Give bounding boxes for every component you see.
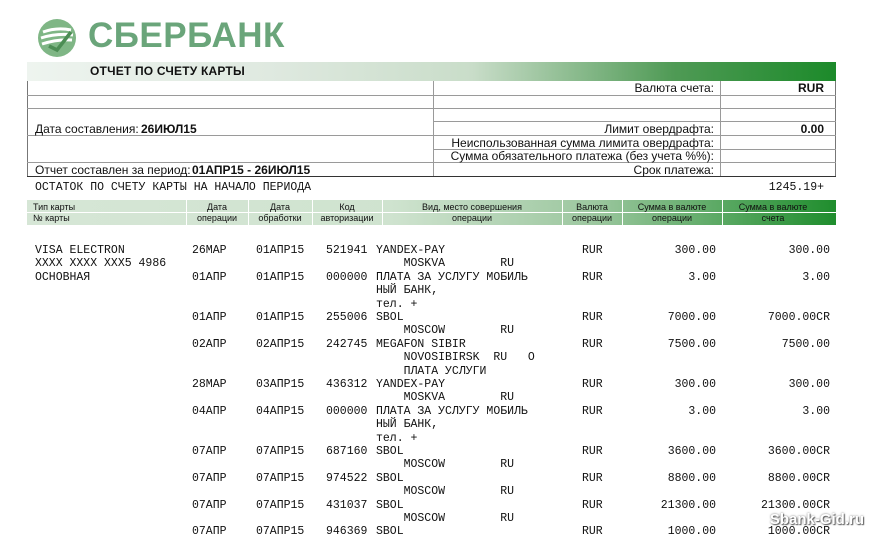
grid-row-line: [27, 95, 836, 96]
cell-desc2: НЫЙ БАНК,: [376, 284, 439, 298]
cell-desc1: SBOL: [376, 471, 404, 485]
header-separator: [312, 200, 313, 225]
cell-amount-acc: 300.00: [788, 378, 830, 391]
cell-proc-date: 03АПР15: [256, 378, 305, 391]
cell-desc1: YANDEX-PAY: [376, 378, 446, 391]
cell-currency: RUR: [582, 337, 603, 351]
cell-proc-date: 01АПР15: [256, 311, 305, 324]
cell-auth: 242745: [326, 337, 368, 351]
header-separator: [186, 200, 187, 225]
header-separator: [622, 200, 623, 225]
cell-amount-op: 7000.00: [667, 311, 716, 324]
cell-proc-date: 07АПР15: [256, 525, 305, 538]
column-header: Сумма в валюте: [738, 202, 808, 212]
cell-currency: RUR: [582, 311, 603, 324]
cell-amount-op: 8800.00: [667, 471, 716, 485]
cell-auth: 974522: [326, 471, 368, 485]
cell-amount-op: 3.00: [688, 270, 716, 284]
cell-amount-acc: 8800.00CR: [767, 471, 830, 485]
column-header: Дата: [270, 202, 290, 212]
cell-desc3: тел. +: [376, 431, 418, 445]
cell-auth: 431037: [326, 498, 368, 512]
card-info: XXXX XXXX XXX5 4986: [35, 257, 167, 271]
report-title: ОТЧЕТ ПО СЧЕТУ КАРТЫ: [90, 64, 245, 78]
column-header: Дата: [207, 202, 227, 212]
column-header: операции: [651, 213, 693, 223]
column-header: операции: [196, 213, 238, 223]
cell-desc2: MOSCOW RU: [376, 458, 515, 472]
cell-desc2: MOSKVA RU: [376, 257, 515, 271]
cell-desc2: MOSCOW RU: [376, 512, 515, 525]
cell-amount-acc: 3600.00CR: [767, 445, 830, 458]
cell-amount-op: 300.00: [674, 244, 716, 257]
cell-currency: RUR: [582, 404, 603, 418]
cell-desc1: SBOL: [376, 525, 404, 538]
cell-amount-acc: 3.00: [802, 270, 830, 284]
cell-amount-op: 3600.00: [667, 445, 716, 458]
cell-desc1: SBOL: [376, 445, 404, 458]
cell-currency: RUR: [582, 244, 603, 257]
cell-desc1: ПЛАТА ЗА УСЛУГУ МОБИЛЬ: [376, 270, 528, 284]
card-info: ОСНОВНАЯ: [35, 270, 91, 284]
header-separator: [722, 200, 723, 225]
cell-desc1: YANDEX-PAY: [376, 244, 446, 257]
cell-desc1: MEGAFON SIBIR: [376, 337, 466, 351]
cell-auth: 255006: [326, 311, 368, 324]
cell-currency: RUR: [582, 498, 603, 512]
cell-amount-op: 7500.00: [667, 337, 716, 351]
cell-amount-op: 21300.00: [660, 498, 716, 512]
cell-op-date: 07АПР: [192, 525, 227, 538]
cell-desc2: НЫЙ БАНК,: [376, 418, 439, 432]
cell-proc-date: 07АПР15: [256, 498, 305, 512]
cell-desc3: тел. +: [376, 297, 418, 311]
cell-desc1: ПЛАТА ЗА УСЛУГУ МОБИЛЬ: [376, 404, 528, 418]
cell-proc-date: 01АПР15: [256, 244, 305, 257]
cell-desc1: SBOL: [376, 311, 404, 324]
cell-auth: 946369: [326, 525, 368, 538]
cell-desc2: MOSKVA RU: [376, 391, 515, 405]
cell-proc-date: 04АПР15: [256, 404, 305, 418]
due-date-label: Срок платежа:: [633, 163, 714, 177]
cell-currency: RUR: [582, 445, 603, 458]
sberbank-logo-icon: [37, 18, 77, 58]
cell-op-date: 07АПР: [192, 471, 227, 485]
cell-op-date: 28МАР: [192, 378, 227, 391]
column-header: операции: [451, 213, 493, 223]
cell-auth: 521941: [326, 244, 368, 257]
overdraft-value: 0.00: [800, 122, 824, 136]
column-header: обработки: [258, 213, 302, 223]
cell-op-date: 07АПР: [192, 498, 227, 512]
header-separator: [248, 200, 249, 225]
cell-amount-acc: 21300.00CR: [760, 498, 830, 512]
opening-balance-label: ОСТАТОК ПО СЧЕТУ КАРТЫ НА НАЧАЛО ПЕРИОДА: [35, 181, 312, 194]
bank-name-logo: СБЕРБАНК: [88, 16, 285, 55]
cell-op-date: 02АПР: [192, 337, 227, 351]
cell-op-date: 01АПР: [192, 311, 227, 324]
cell-auth: 436312: [326, 378, 368, 391]
cell-proc-date: 01АПР15: [256, 270, 305, 284]
cell-amount-acc: 1000.00CR: [767, 525, 830, 538]
opening-balance-value: 1245.19+: [768, 181, 824, 194]
cell-amount-acc: 7000.00CR: [767, 311, 830, 324]
column-header: Валюта: [576, 202, 608, 212]
column-header: Сумма в валюте: [637, 202, 707, 212]
column-header: операции: [571, 213, 613, 223]
cell-amount-op: 3.00: [688, 404, 716, 418]
cell-amount-op: 1000.00: [667, 525, 716, 538]
header-separator: [562, 200, 563, 225]
column-header: Вид, место совершения: [422, 202, 522, 212]
cell-op-date: 04АПР: [192, 404, 227, 418]
cell-proc-date: 07АПР15: [256, 471, 305, 485]
cell-desc2: MOSCOW RU: [376, 485, 515, 499]
cell-amount-acc: 7500.00: [781, 337, 830, 351]
cell-desc2: MOSCOW RU: [376, 324, 515, 338]
cell-auth: 000000: [326, 270, 368, 284]
cell-proc-date: 07АПР15: [256, 445, 305, 458]
card-info: VISA ELECTRON: [35, 244, 125, 257]
cell-op-date: 01АПР: [192, 270, 227, 284]
column-header: счета: [761, 213, 785, 223]
grid-row-line: [27, 108, 836, 109]
cell-op-date: 07АПР: [192, 445, 227, 458]
column-header: Код: [339, 202, 355, 212]
cell-currency: RUR: [582, 270, 603, 284]
cell-desc1: SBOL: [376, 498, 404, 512]
cell-proc-date: 02АПР15: [256, 337, 305, 351]
unused-limit-label: Неиспользованная сумма лимита овердрафта:: [451, 136, 714, 150]
header-separator: [382, 200, 383, 225]
cell-desc3: ПЛАТА УСЛУГИ: [376, 364, 487, 378]
cell-auth: 000000: [326, 404, 368, 418]
period-value: 01АПР15 - 26ИЮЛ15: [192, 163, 311, 177]
watermark: Sbank-Gid.ru: [769, 511, 864, 528]
cell-currency: RUR: [582, 525, 603, 538]
cell-currency: RUR: [582, 471, 603, 485]
column-header: № карты: [33, 213, 70, 223]
cell-amount-op: 300.00: [674, 378, 716, 391]
cell-auth: 687160: [326, 445, 368, 458]
cell-currency: RUR: [582, 378, 603, 391]
cell-amount-acc: 300.00: [788, 244, 830, 257]
currency-label: Валюта счета:: [634, 81, 714, 95]
column-header: Тип карты: [33, 202, 76, 212]
currency-value: RUR: [798, 81, 824, 95]
period-label: Отчет составлен за период:: [35, 163, 191, 177]
date-value: 26ИЮЛ15: [141, 122, 197, 136]
column-header: авторизации: [320, 213, 374, 223]
cell-op-date: 26МАР: [192, 244, 227, 257]
cell-amount-acc: 3.00: [802, 404, 830, 418]
date-label: Дата составления:: [35, 122, 139, 136]
overdraft-label: Лимит овердрафта:: [604, 122, 714, 136]
cell-desc2: NOVOSIBIRSK RU O: [376, 351, 535, 365]
mandatory-payment-label: Сумма обязательного платежа (без учета %%):: [450, 149, 714, 163]
